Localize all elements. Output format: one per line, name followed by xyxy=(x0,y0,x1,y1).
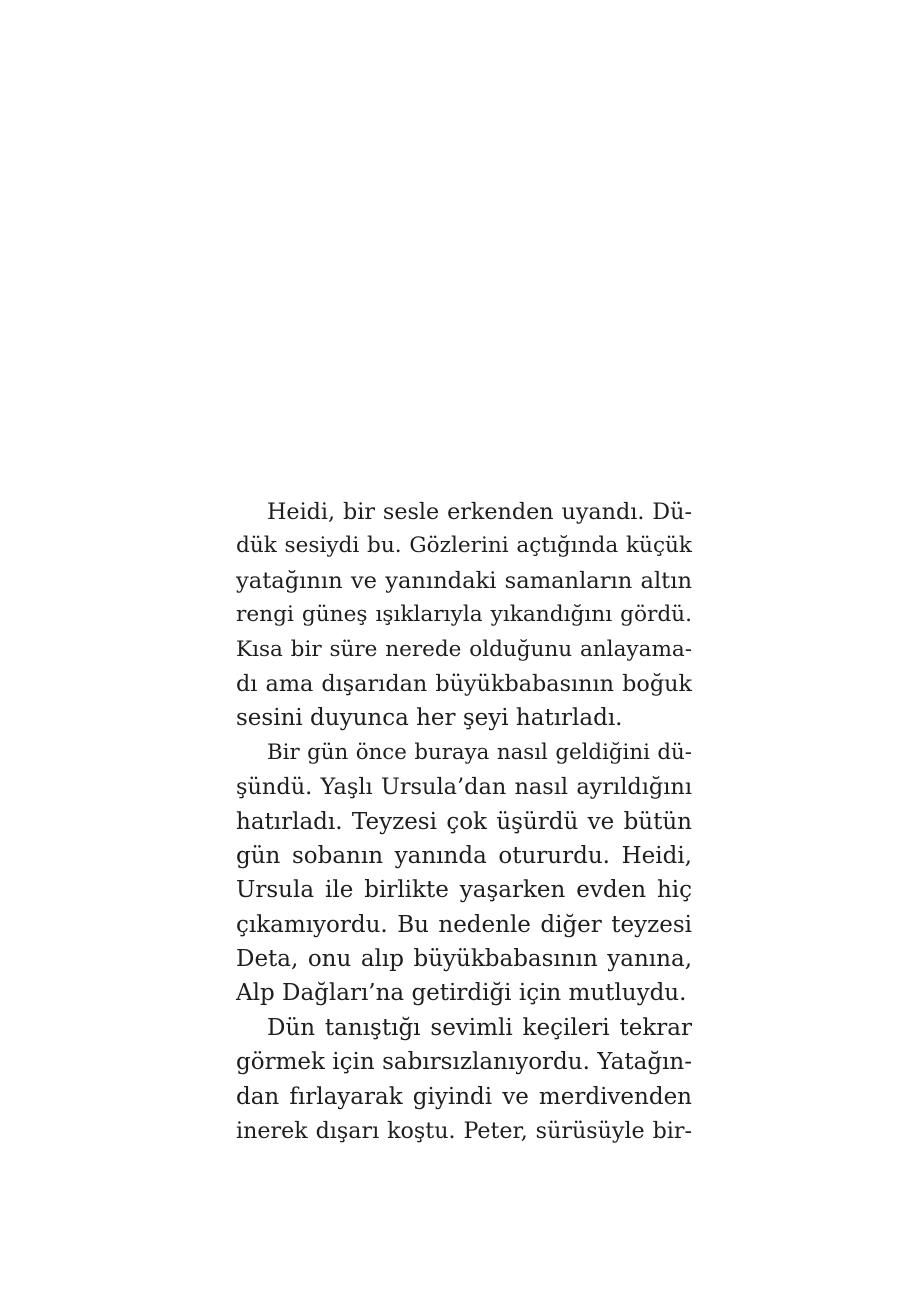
paragraph-line: Ursula ile birlikte yaşarken evden hiç xyxy=(236,877,692,904)
paragraph-line: hatırladı. Teyzesi çok üşürdü ve bütün xyxy=(236,808,692,835)
paragraph-line: şündü. Yaşlı Ursula’dan nasıl ayrıldığını xyxy=(236,774,692,801)
paragraph-line: rengi güneş ışıklarıyla yıkandığını gördü. xyxy=(236,602,692,628)
paragraph-line: Bir gün önce buraya nasıl geldiğini dü- xyxy=(267,739,692,765)
paragraph-line: gün sobanın yanında otururdu. Heidi, xyxy=(236,842,692,869)
paragraph-line: sesini duyunca her şeyi hatırladı. xyxy=(236,705,623,732)
paragraph-1 xyxy=(236,495,692,736)
paragraph-line: Heidi, bir sesle erkenden uyandı. Dü- xyxy=(267,499,692,525)
paragraph-line: inerek dışarı koştu. Peter, sürüsüyle bir- xyxy=(236,1118,692,1145)
paragraph-line: Dün tanıştığı sevimli keçileri tekrar xyxy=(267,1014,692,1041)
page-body xyxy=(236,495,692,1148)
paragraph-line: dan fırlayarak giyindi ve merdivenden xyxy=(236,1083,692,1110)
paragraph-line: dı ama dışarıdan büyükbabasının boğuk xyxy=(236,670,692,697)
paragraph-2 xyxy=(236,736,692,1011)
paragraph-3 xyxy=(236,1011,692,1149)
paragraph-line: Deta, onu alıp büyükbabasının yanına, xyxy=(236,946,692,973)
paragraph-line: görmek için sabırsızlanıyordu. Yatağın- xyxy=(236,1049,692,1076)
paragraph-line: çıkamıyordu. Bu nedenle diğer teyzesi xyxy=(236,911,692,938)
paragraph-line: Kısa bir süre nerede olduğunu anlayama- xyxy=(236,636,692,662)
paragraph-line: dük sesiydi bu. Gözlerini açtığında küçük xyxy=(236,533,692,559)
paragraph-line: Alp Dağları’na getirdiği için mutluydu. xyxy=(236,980,687,1007)
paragraph-line: yatağının ve yanındaki samanların altın xyxy=(236,567,692,594)
